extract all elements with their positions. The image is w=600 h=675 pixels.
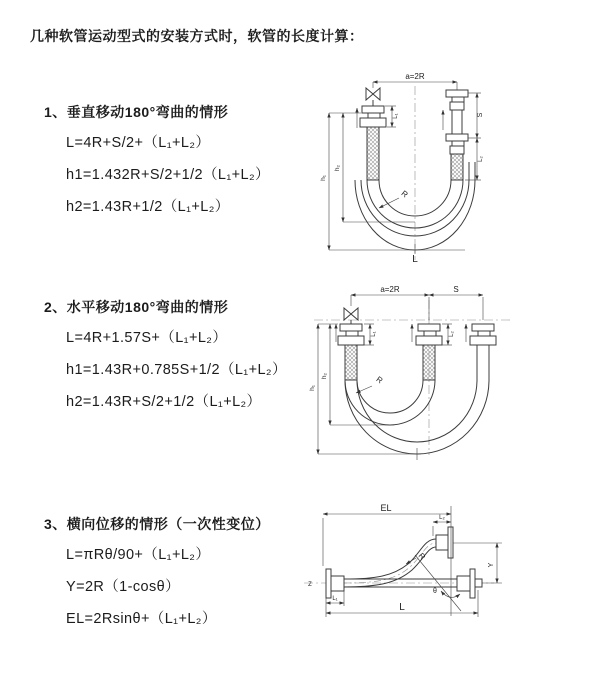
dim-label-h2: h₂	[334, 164, 341, 172]
dim-label-s: S	[453, 285, 459, 294]
section-heading: 2、水平移动180°弯曲的情形	[44, 299, 229, 315]
dim-label-a2r: a=2R	[405, 72, 425, 81]
formula-line: L=4R+1.57S+（L₁+L₂）	[66, 330, 228, 346]
upper-flange	[436, 527, 453, 558]
s-curve-hose	[344, 539, 436, 587]
formula-line: EL=2Rsinθ+（L₁+L₂）	[66, 611, 217, 627]
dim-label-el: EL	[380, 503, 392, 513]
dim-label-h1: h₁	[320, 175, 327, 181]
dim-label-a2r: a=2R	[380, 285, 400, 294]
dim-label-l2: L₂	[449, 331, 455, 337]
centerline	[314, 300, 511, 455]
right-pipe-fitting	[470, 324, 496, 345]
left-pipe-fitting	[338, 324, 364, 380]
dim-label-l1: L₁	[393, 113, 399, 119]
braid-section	[345, 345, 357, 380]
dim-label-s: S	[477, 112, 484, 118]
section-vertical-180	[44, 102, 270, 223]
valve-icon	[344, 308, 358, 324]
formula-line: h2=1.43R+1/2（L₁+L₂）	[66, 199, 230, 215]
section-horizontal-180	[44, 297, 287, 418]
dim-label-r: R	[399, 188, 410, 200]
right-pipe-fitting	[446, 90, 468, 180]
hose-bend	[345, 345, 489, 454]
diagram-vertical-180	[315, 68, 600, 270]
page-title: 几种软管运动型式的安装方式时，软管的长度计算：	[30, 28, 364, 44]
left-pipe-fitting	[360, 106, 386, 180]
braid-section	[423, 345, 435, 380]
section-heading: 3、横向位移的情形（一次性变位）	[44, 516, 270, 532]
dim-label-l1: L₁	[371, 331, 377, 337]
dim-label-h2: h₂	[321, 372, 328, 380]
middle-pipe-fitting	[416, 324, 442, 380]
section-lateral-displacement	[44, 514, 270, 635]
angle-construction	[406, 506, 461, 616]
dim-label-theta: θ	[433, 588, 437, 595]
dim-label-l2: L₂	[439, 515, 445, 521]
dim-label-l: L	[399, 602, 405, 613]
formula-line: L=4R+S/2+（L₁+L₂）	[66, 135, 211, 151]
formula-line: h1=1.432R+S/2+1/2（L₁+L₂）	[66, 167, 270, 183]
dim-label-y: Y	[488, 562, 495, 568]
dim-label-r: R	[416, 551, 428, 562]
left-flange	[326, 569, 344, 598]
diagram-lateral-displacement	[298, 498, 598, 658]
section-heading: 1、垂直移动180°弯曲的情形	[44, 104, 229, 120]
formula-line: h2=1.43R+S/2+1/2（L₁+L₂）	[66, 394, 262, 410]
dim-label-z: Z	[308, 582, 312, 588]
dimension-lines	[323, 514, 502, 617]
braid-section	[367, 127, 379, 180]
formula-line: h1=1.43R+0.785S+1/2（L₁+L₂）	[66, 362, 287, 378]
dim-label-l1: L₁	[332, 596, 338, 602]
dim-label-r: R	[374, 374, 385, 386]
valve-icon	[366, 88, 380, 106]
formula-line: Y=2R（1-cosθ）	[66, 579, 180, 595]
dim-label-l: L	[412, 254, 418, 265]
braid-section	[451, 154, 463, 180]
dim-label-h1: h₁	[309, 385, 316, 391]
dim-label-l2: L₂	[478, 156, 484, 162]
formula-line: L=πRθ/90+（L₁+L₂）	[66, 547, 211, 563]
diagram-horizontal-180	[306, 280, 596, 470]
